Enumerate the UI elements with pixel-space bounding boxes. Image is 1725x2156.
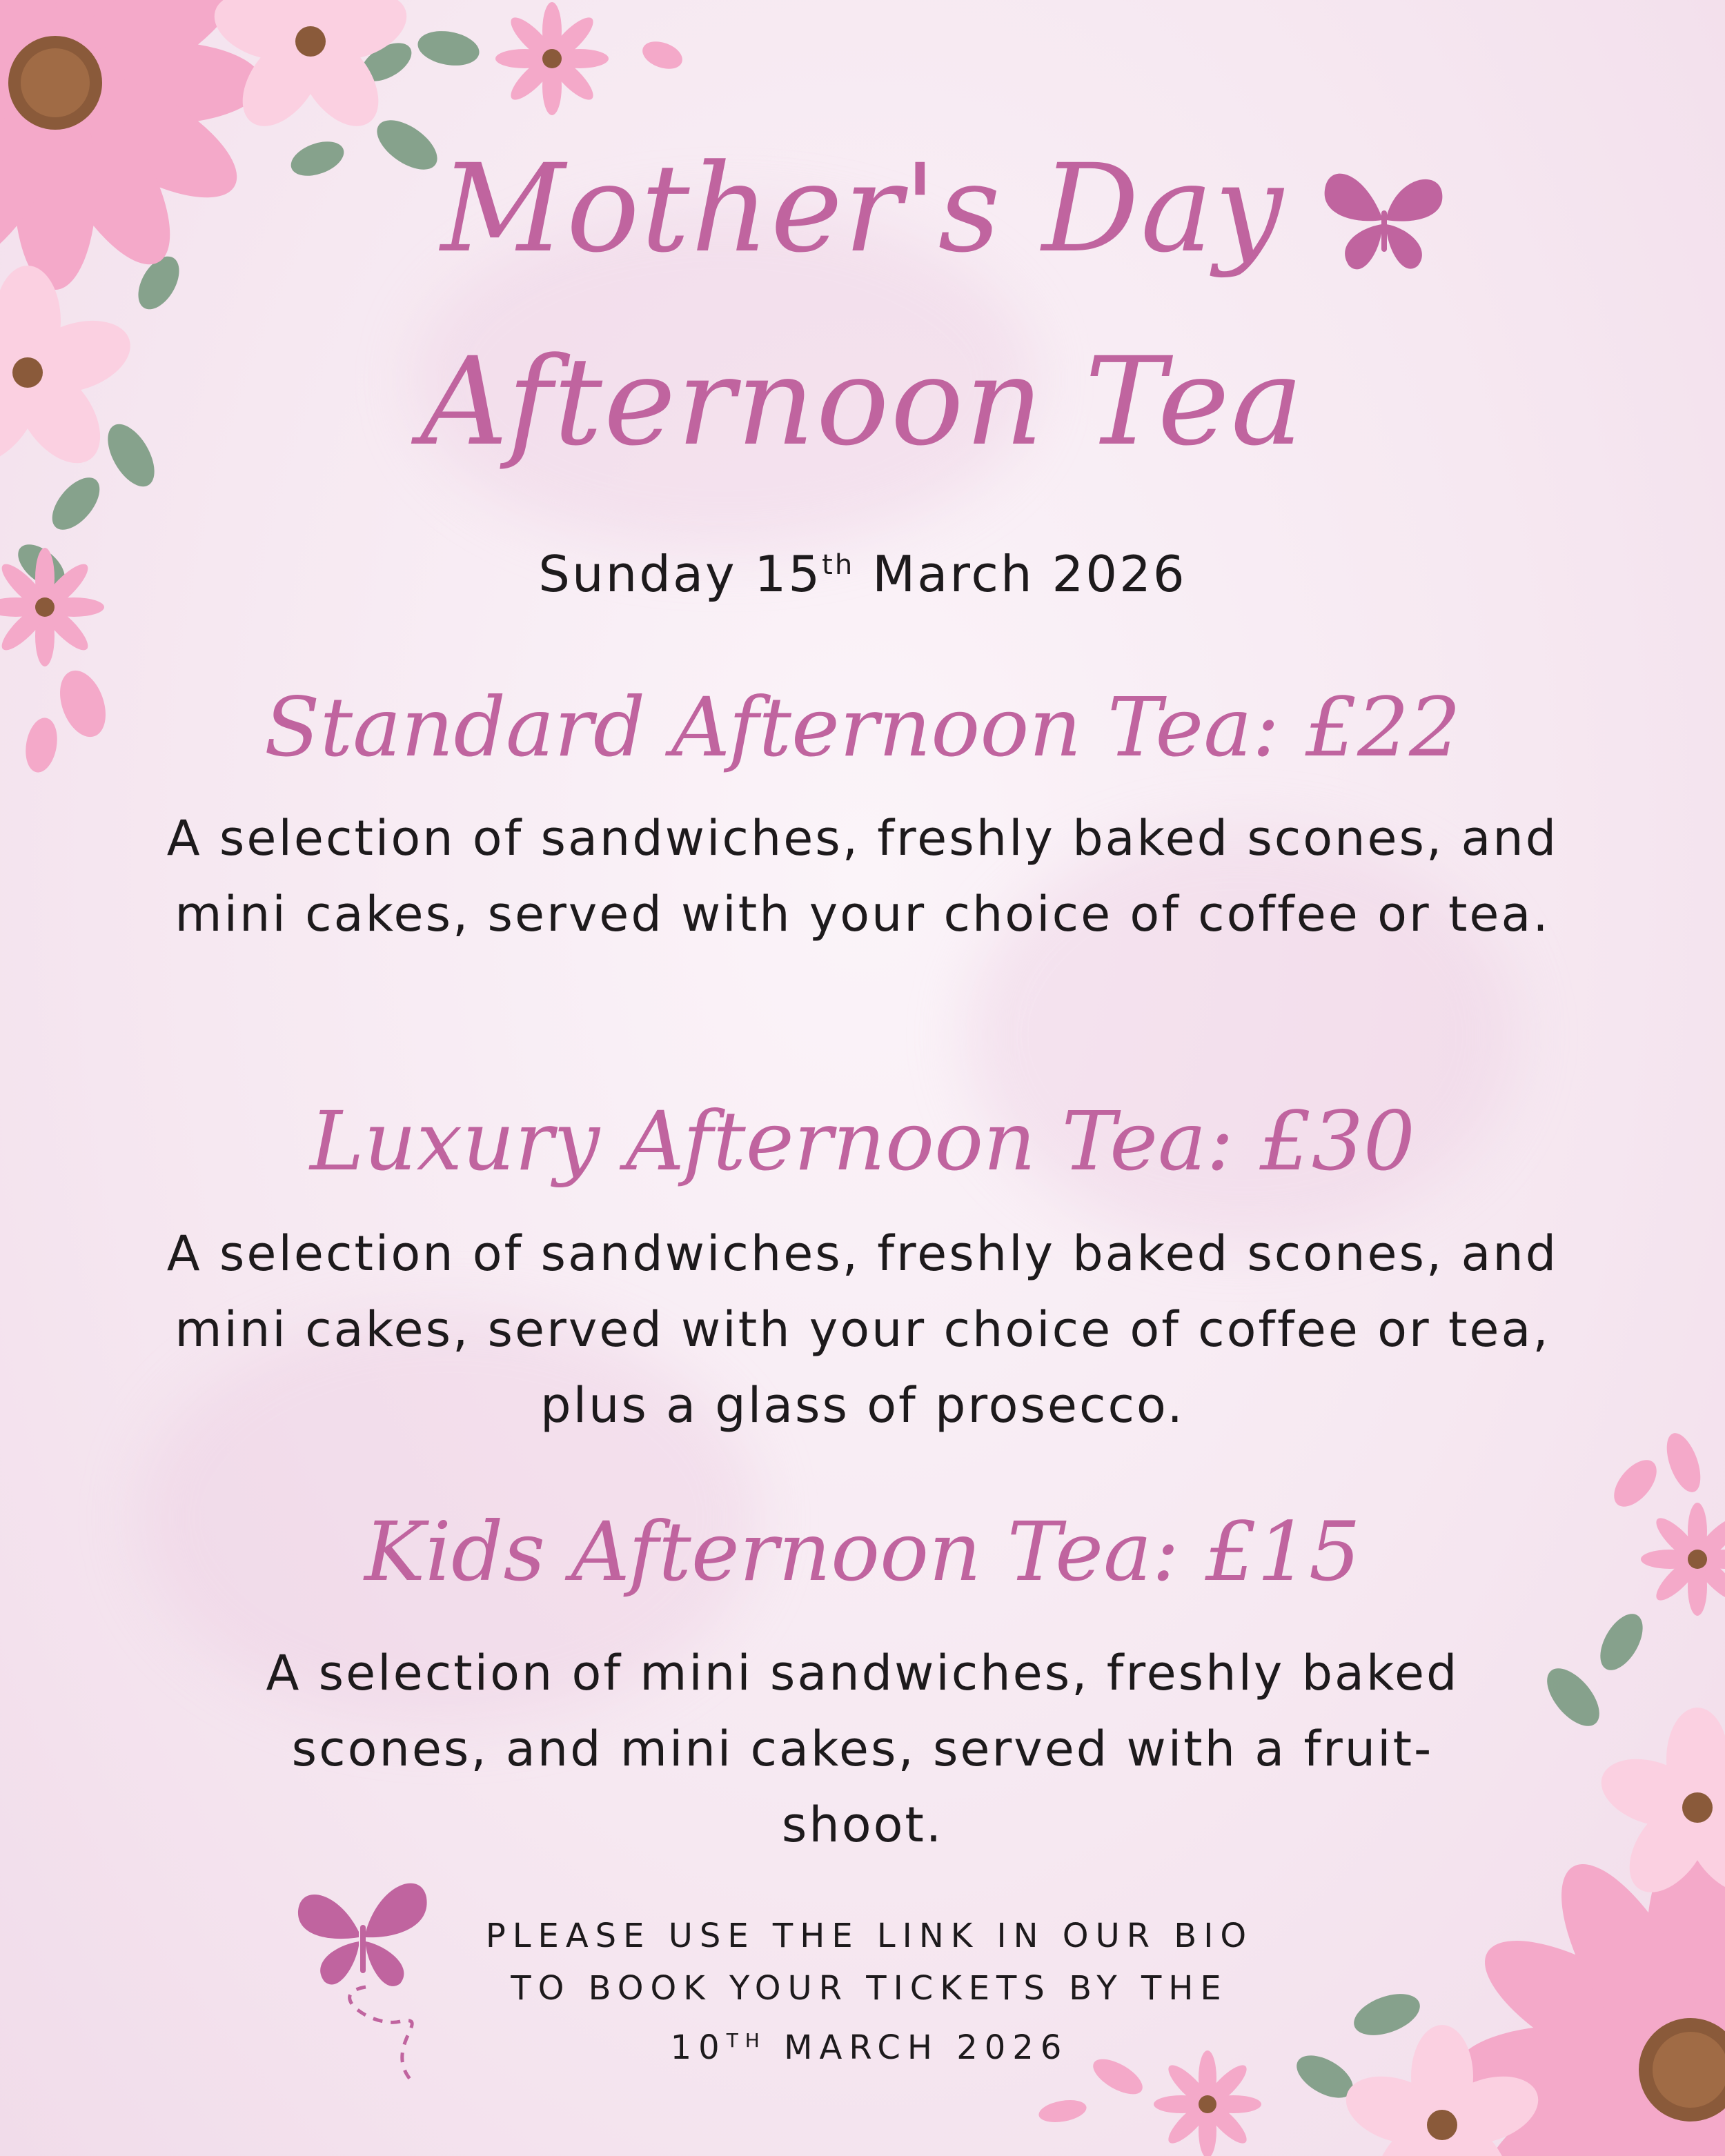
event-date-month-year: March 2026: [872, 545, 1187, 603]
tier-standard-title: Standard Afternoon Tea: £22: [264, 680, 1461, 775]
tier-kids-description: A selection of mini sandwiches, freshly baked scones, and mini cakes, served with a fruit-shoot.: [266, 1645, 1459, 1853]
booking-note-line-2: TO BOOK YOUR TICKETS BY THE: [511, 1969, 1228, 2008]
booking-note-line-3: [414, 2015, 1325, 2074]
tier-luxury-description: A selection of sandwiches, freshly baked scones, and mini cakes, served with your choice of coffee or tea, plus a glass of prosecco.: [166, 1225, 1559, 1434]
booking-note-line-1: PLEASE USE THE LINK IN OUR BIO: [485, 1917, 1254, 1955]
booking-deadline-month-year: MARCH 2026: [784, 2028, 1069, 2067]
title-line-2: Afternoon Tea: [420, 331, 1305, 473]
booking-note: [414, 1910, 1325, 2074]
event-date-suffix: th: [822, 549, 855, 581]
tier-standard-description: A selection of sandwiches, freshly baked scones, and mini cakes, served with your choice of coffee or tea.: [166, 810, 1559, 942]
tier-luxury-title: Luxury Afternoon Tea: £30: [310, 1094, 1415, 1189]
event-date: [0, 545, 1725, 603]
booking-deadline-suffix: TH: [726, 2029, 767, 2052]
event-date-day: Sunday 15: [538, 545, 822, 603]
booking-deadline-day: 10: [670, 2028, 727, 2067]
title-line-1: Mother's Day: [440, 138, 1285, 279]
tier-kids-title: Kids Afternoon Tea: £15: [364, 1504, 1361, 1599]
